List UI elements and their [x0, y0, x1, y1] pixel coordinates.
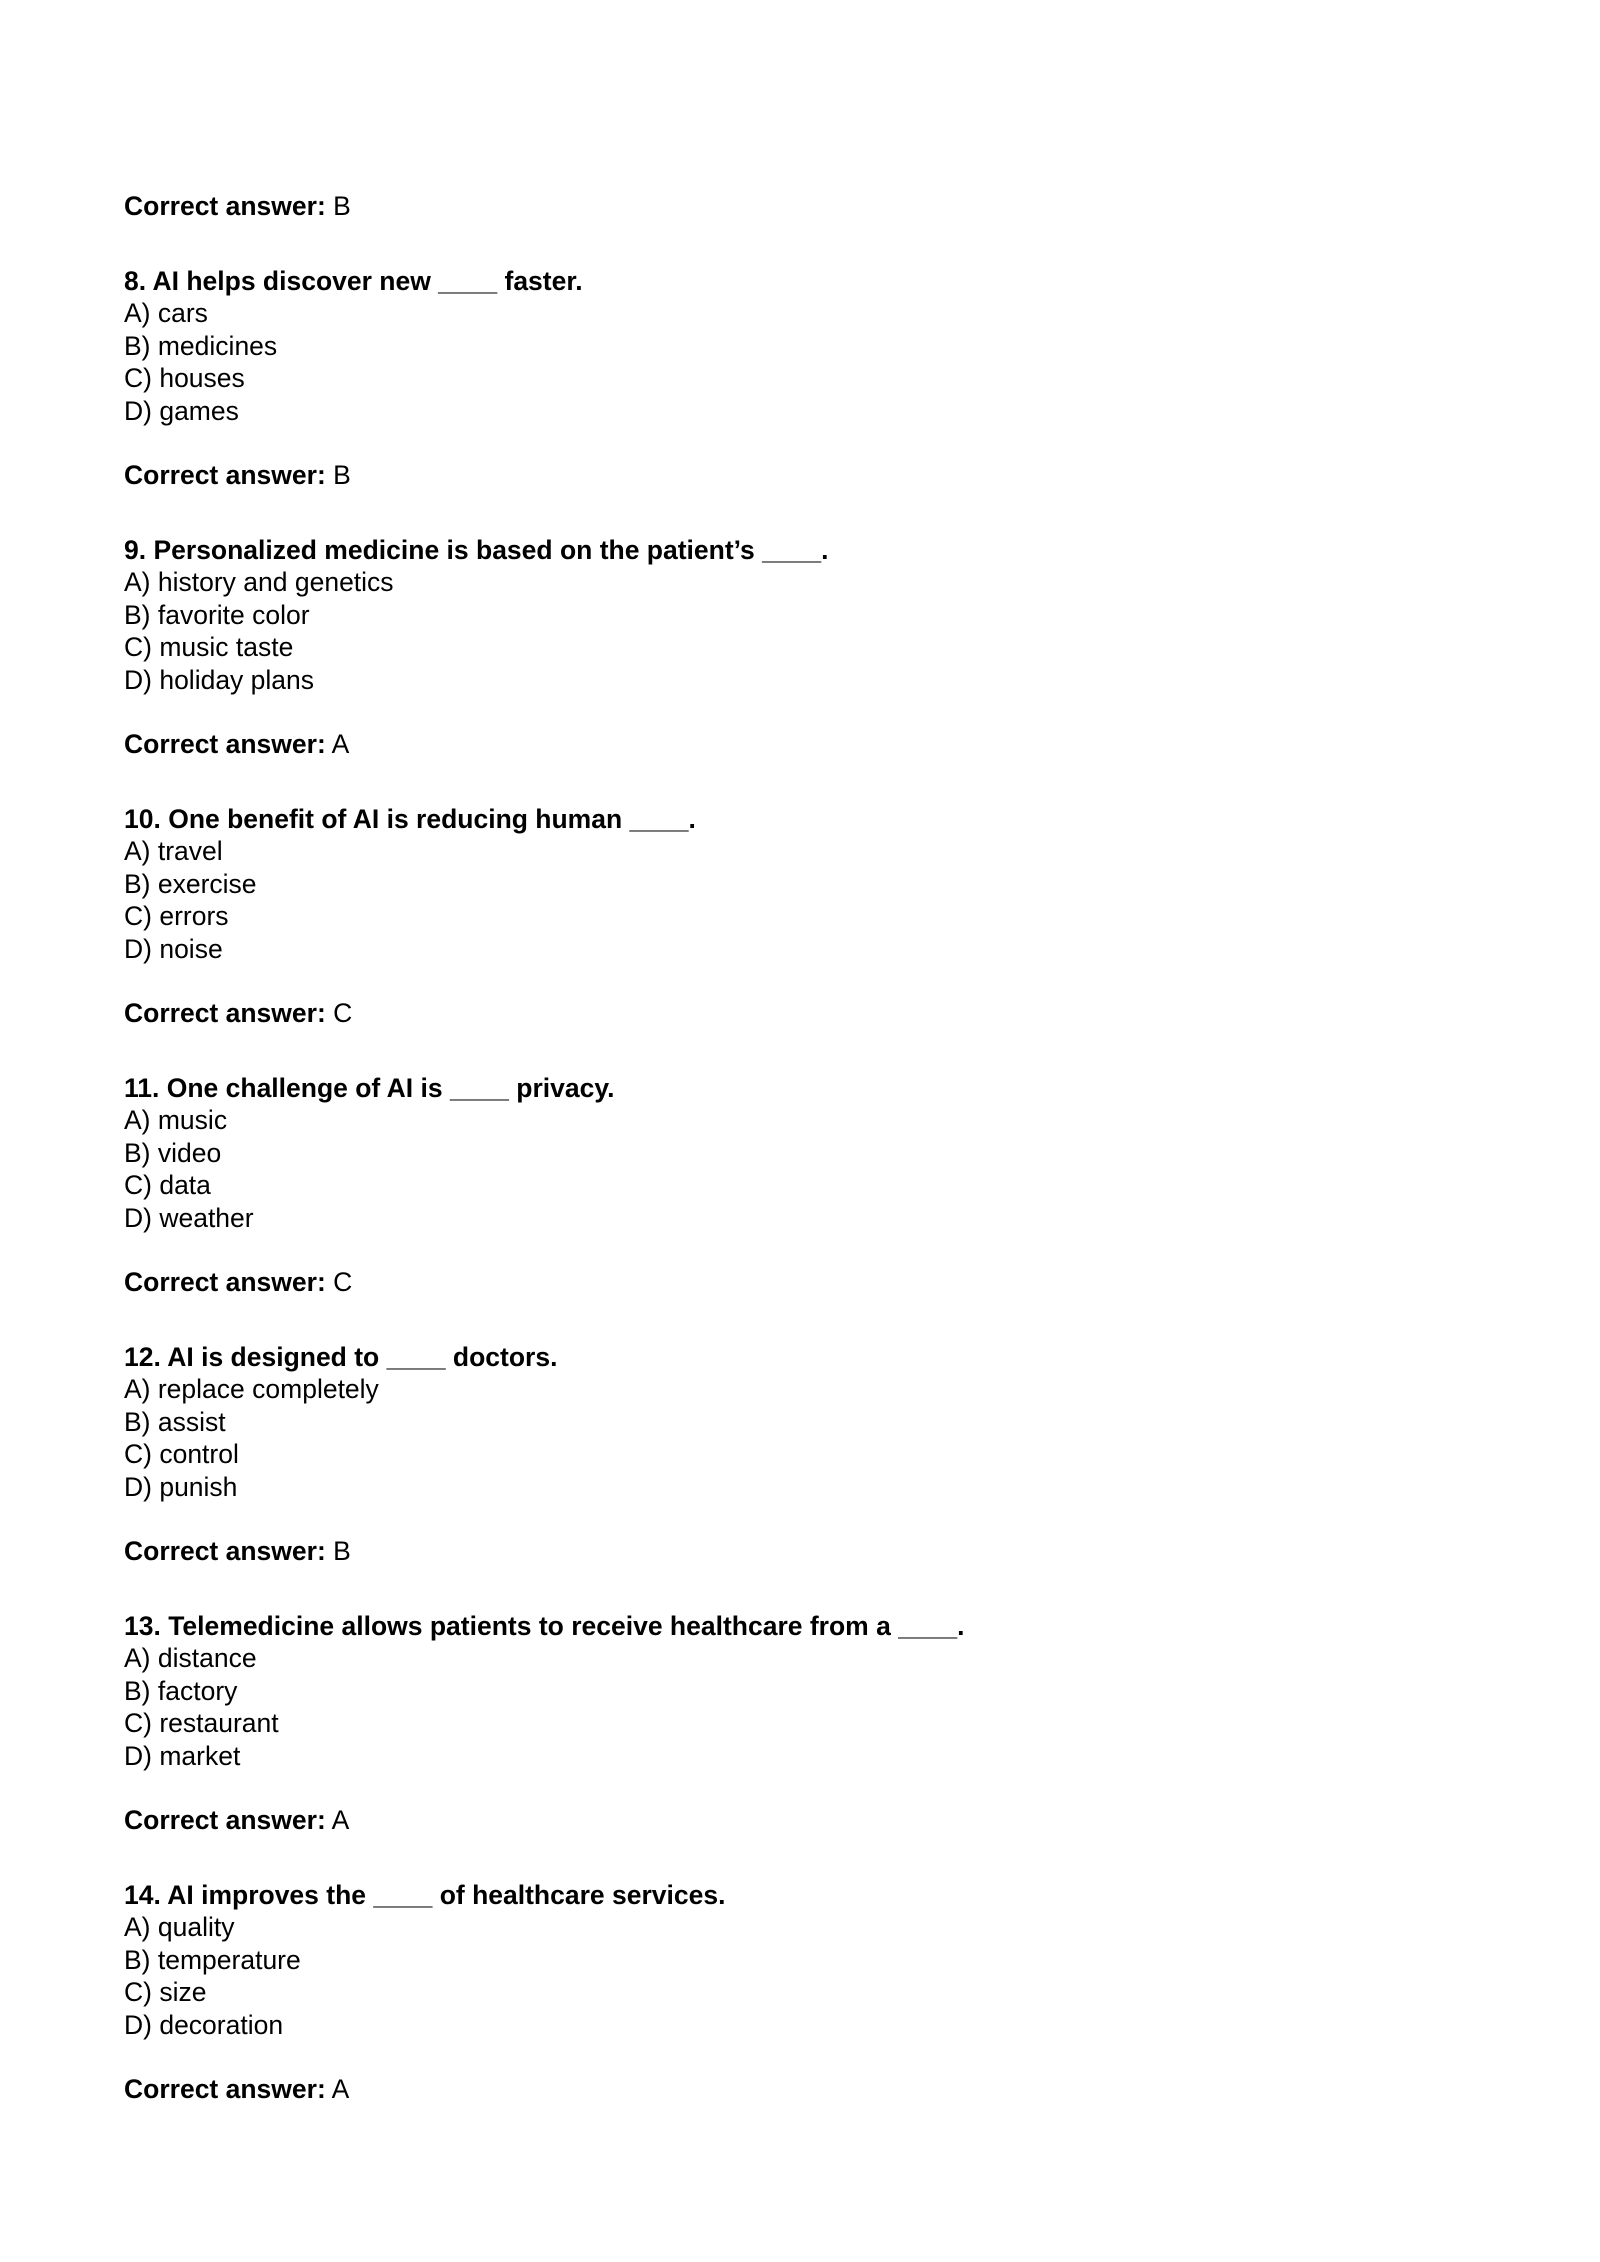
question-text: 10. One benefit of AI is reducing human ____.: [124, 803, 696, 834]
correct-answer-label: Correct answer:: [124, 2074, 326, 2104]
correct-answer-row: [124, 1535, 1484, 1568]
option-item: C) houses: [124, 363, 245, 393]
correct-answer-value: B: [333, 191, 351, 221]
correct-answer-label: Correct answer:: [124, 729, 326, 759]
option-item: D) noise: [124, 933, 223, 964]
option-item: A) cars: [124, 298, 208, 328]
correct-answer-value: A: [331, 2074, 350, 2104]
question-text: 8. AI helps discover new ____ faster.: [124, 265, 583, 296]
option-item: D) weather: [124, 1202, 254, 1233]
question-block: [124, 1341, 1484, 1568]
correct-answer-label: Correct answer:: [124, 191, 326, 221]
option-item: A) distance: [124, 1643, 257, 1673]
option-item: C) errors: [124, 901, 229, 931]
question-text: 13. Telemedicine allows patients to receive healthcare from a ____.: [124, 1610, 965, 1641]
correct-answer-label: Correct answer:: [124, 1536, 326, 1566]
question-block: [124, 803, 1484, 1030]
correct-answer-row: [124, 459, 1484, 492]
correct-answer-value: B: [333, 1536, 351, 1566]
question-block: [124, 265, 1484, 492]
option-item: B) assist: [124, 1406, 226, 1437]
option-item: C) music taste: [124, 632, 294, 662]
option-item: B) factory: [124, 1675, 238, 1706]
correct-answer-value: A: [331, 729, 350, 759]
option-item: D) games: [124, 395, 239, 426]
option-item: A) quality: [124, 1912, 235, 1942]
correct-answer-row: [124, 1804, 1484, 1837]
correct-answer-value: A: [331, 1805, 350, 1835]
question-block: [124, 1879, 1484, 2106]
quiz-content: [124, 190, 1484, 2148]
correct-answer-row: [124, 997, 1484, 1030]
option-item: D) market: [124, 1740, 241, 1771]
correct-answer-value: B: [333, 460, 351, 490]
option-item: A) travel: [124, 836, 223, 866]
option-item: D) holiday plans: [124, 664, 315, 695]
option-list: [124, 1642, 1484, 1772]
correct-answer-label: Correct answer:: [124, 998, 326, 1028]
option-item: C) data: [124, 1170, 211, 1200]
option-item: C) control: [124, 1439, 239, 1469]
question-text: 12. AI is designed to ____ doctors.: [124, 1341, 558, 1372]
question-block: [124, 1072, 1484, 1299]
option-item: B) medicines: [124, 330, 278, 361]
option-item: C) size: [124, 1977, 207, 2007]
option-item: B) favorite color: [124, 599, 310, 630]
option-list: [124, 835, 1484, 965]
correct-answer-row: [124, 190, 1484, 223]
correct-answer-value: C: [333, 1267, 353, 1297]
option-item: D) punish: [124, 1471, 238, 1502]
correct-answer-value: C: [333, 998, 353, 1028]
option-item: D) decoration: [124, 2009, 284, 2040]
correct-answer-label: Correct answer:: [124, 1267, 326, 1297]
question-text: 14. AI improves the ____ of healthcare services.: [124, 1879, 726, 1910]
correct-answer-row: [124, 2073, 1484, 2106]
correct-answer-row: [124, 1266, 1484, 1299]
option-item: B) exercise: [124, 868, 257, 899]
correct-answer-row: [124, 728, 1484, 761]
option-item: B) temperature: [124, 1944, 301, 1975]
question-block: [124, 534, 1484, 761]
question-text: 11. One challenge of AI is ____ privacy.: [124, 1072, 615, 1103]
option-list: [124, 566, 1484, 696]
option-list: [124, 297, 1484, 427]
correct-answer-label: Correct answer:: [124, 1805, 326, 1835]
question-block: [124, 1610, 1484, 1837]
question-text: 9. Personalized medicine is based on the patient’s ____.: [124, 534, 829, 565]
option-item: A) history and genetics: [124, 567, 394, 597]
correct-answer-label: Correct answer:: [124, 460, 326, 490]
option-list: [124, 1104, 1484, 1234]
option-item: B) video: [124, 1137, 222, 1168]
option-item: A) music: [124, 1105, 228, 1135]
option-item: A) replace completely: [124, 1374, 379, 1404]
option-list: [124, 1911, 1484, 2041]
option-list: [124, 1373, 1484, 1503]
option-item: C) restaurant: [124, 1708, 279, 1738]
